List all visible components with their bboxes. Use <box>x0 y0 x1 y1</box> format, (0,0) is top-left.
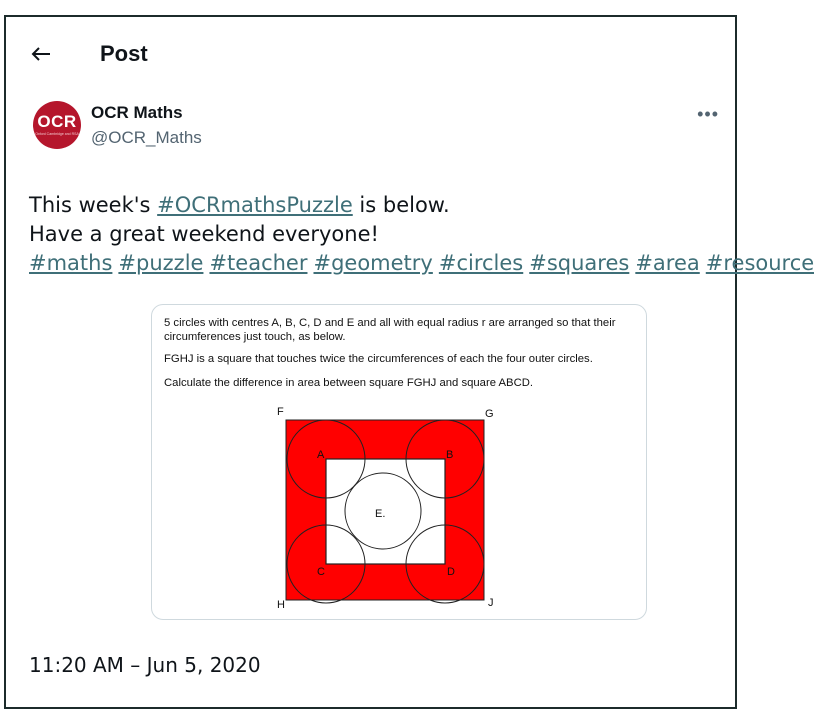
hashtag-link-teacher[interactable]: #teacher <box>209 251 308 275</box>
back-arrow-icon[interactable] <box>28 41 54 67</box>
avatar[interactable] <box>33 101 81 149</box>
avatar-logo-subtext: Oxford Cambridge and RSA <box>35 132 79 136</box>
more-options-icon[interactable]: ••• <box>697 104 719 124</box>
label-a: A <box>317 449 325 461</box>
puzzle-image-card[interactable] <box>151 304 647 620</box>
hashtag-link-geometry[interactable]: #geometry <box>313 251 433 275</box>
post-text-suffix: is below. <box>352 193 450 217</box>
label-b: B <box>446 449 454 461</box>
puzzle-text-line-4: Calculate the difference in area between square FGHJ and square ABCD. <box>164 377 534 389</box>
author-block <box>33 101 202 149</box>
puzzle-text-line-1: 5 circles with centres A, B, C, D and E and all with equal radius r are arranged so that their <box>164 317 616 329</box>
hashtag-link-area[interactable]: #area <box>635 251 700 275</box>
hashtag-link-squares[interactable]: #squares <box>529 251 630 275</box>
label-j: J <box>488 597 494 609</box>
author-display-name[interactable]: OCR Maths <box>91 103 183 122</box>
post-timestamp[interactable]: 11:20 AM – Jun 5, 2020 <box>29 653 261 677</box>
label-g: G <box>485 408 494 420</box>
label-c: C <box>317 566 325 578</box>
label-h: H <box>277 599 285 611</box>
post-line-2: Have a great weekend everyone! <box>29 222 379 246</box>
post-line-1 <box>29 191 814 220</box>
puzzle-diagram <box>272 403 532 615</box>
page-title: Post <box>100 41 148 66</box>
author-handle[interactable]: @OCR_Maths <box>91 128 202 147</box>
hashtag-line <box>29 249 814 278</box>
post-text-prefix: This week's <box>29 193 158 217</box>
avatar-logo-text: OCR <box>37 112 77 131</box>
puzzle-text-line-3: FGHJ is a square that touches twice the circumferences of each the four outer circles. <box>164 353 593 365</box>
hashtag-link-puzzle[interactable]: #puzzle <box>118 251 204 275</box>
label-e: E. <box>375 508 386 520</box>
hashtag-link-maths[interactable]: #maths <box>29 251 113 275</box>
hashtag-link-ocrmathspuzzle[interactable]: #OCRmathsPuzzle <box>157 193 353 217</box>
hashtag-link-resource[interactable]: #resource <box>705 251 814 275</box>
post-header <box>28 36 148 72</box>
puzzle-text-line-2: circumferences just touch, as below. <box>164 331 346 343</box>
post-text <box>29 191 814 278</box>
hashtag-link-circles[interactable]: #circles <box>438 251 524 275</box>
label-f: F <box>277 406 284 418</box>
label-d: D <box>447 566 455 578</box>
